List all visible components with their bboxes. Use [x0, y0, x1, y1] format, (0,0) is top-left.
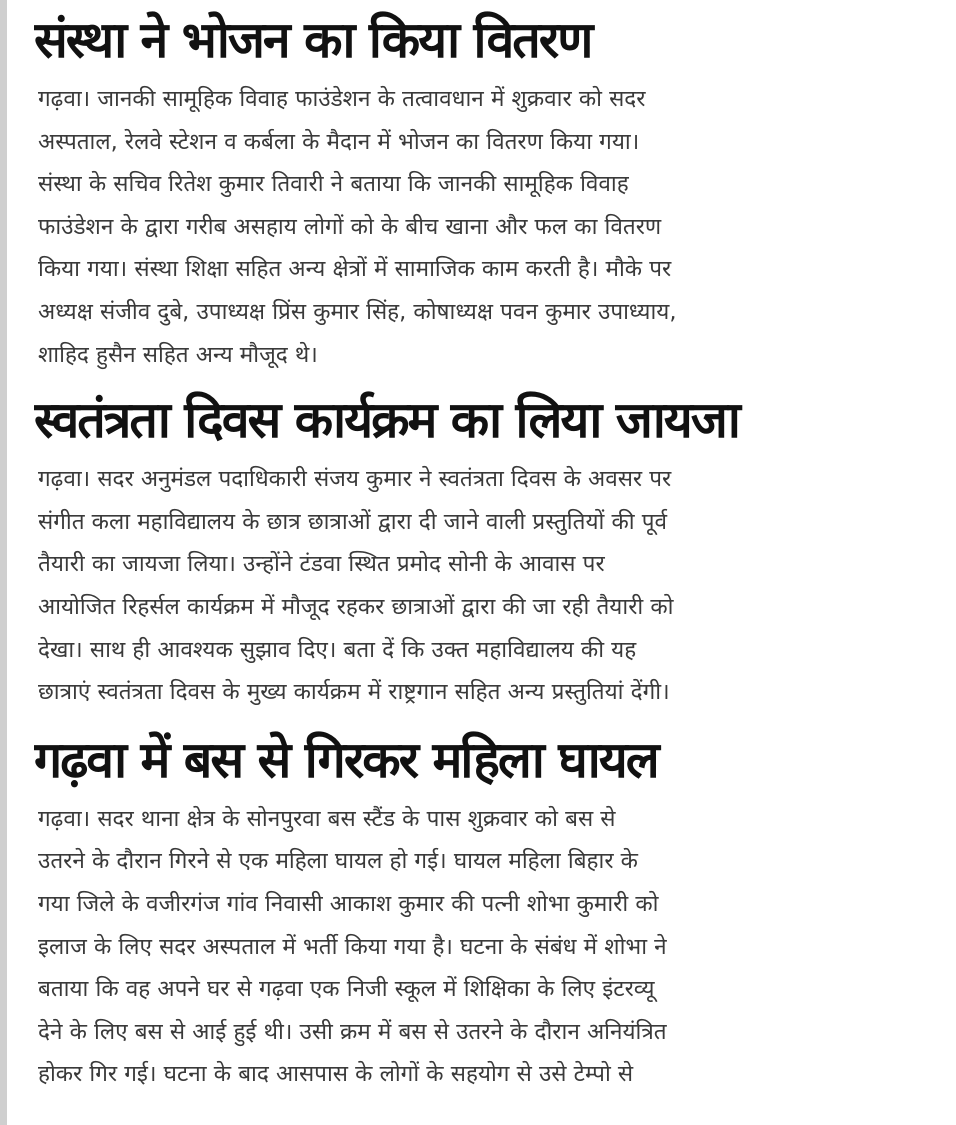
body-line: छात्राएं स्वतंत्रता दिवस के मुख्य कार्यक्रम में राष्ट्रगान सहित अन्य प्रस्तुतियां देंगी। — [38, 679, 670, 706]
body-line: अस्पताल, रेलवे स्टेशन व कर्बला के मैदान में भोजन का वितरण किया गया। — [38, 128, 640, 155]
body-line: संस्था के सचिव रितेश कुमार तिवारी ने बताया कि जानकी सामूहिक विवाह — [38, 171, 629, 198]
body-line: तैयारी का जायजा लिया। उन्होंने टंडवा स्थित प्रमोद सोनी के आवास पर — [38, 551, 605, 578]
body-line: गढ़वा। सदर अनुमंडल पदाधिकारी संजय कुमार ने स्वतंत्रता दिवस के अवसर पर — [38, 466, 672, 493]
body-line: देने के लिए बस से आई हुई थी। उसी क्रम में बस से उतरने के दौरान अनियंत्रित — [38, 1018, 667, 1045]
body-line: बताया कि वह अपने घर से गढ़वा एक निजी स्कूल में शिक्षिका के लिए इंटरव्यू — [38, 976, 655, 1003]
body-line: शाहिद हुसैन सहित अन्य मौजूद थे। — [38, 341, 318, 368]
headline: संस्था ने भोजन का किया वितरण — [34, 11, 592, 69]
body-line: गया जिले के वजीरगंज गांव निवासी आकाश कुमार की पत्नी शोभा कुमारी को — [38, 890, 659, 917]
body-line: संगीत कला महाविद्यालय के छात्र छात्राओं द्वारा दी जाने वाली प्रस्तुतियों की पूर्व — [38, 508, 668, 535]
body-line: अध्यक्ष संजीव दुबे, उपाध्यक्ष प्रिंस कुमार सिंह, कोषाध्यक्ष पवन कुमार उपाध्याय, — [38, 298, 677, 325]
headline: स्वतंत्रता दिवस कार्यक्रम का लिया जायजा — [34, 391, 739, 450]
body-line: गढ़वा। सदर थाना क्षेत्र के सोनपुरवा बस स्टैंड के पास शुक्रवार को बस से — [38, 805, 616, 832]
body-line: फाउंडेशन के द्वारा गरीब असहाय लोगों को के बीच खाना और फल का वितरण — [38, 213, 662, 240]
article-food-distribution — [34, 2, 934, 376]
headline: गढ़वा में बस से गिरकर महिला घायल — [34, 730, 658, 789]
body-line: किया गया। संस्था शिक्षा सहित अन्य क्षेत्रों में सामाजिक काम करती है। मौके पर — [38, 256, 672, 283]
article-woman-injured — [34, 722, 934, 1096]
body-line: गढ़वा। जानकी सामूहिक विवाह फाउंडेशन के तत्वावधान में शुक्रवार को सदर — [38, 86, 646, 112]
article-independence-day — [34, 382, 934, 714]
body-line: इलाज के लिए सदर अस्पताल में भर्ती किया गया है। घटना के संबंध में शोभा ने — [38, 933, 667, 960]
body-line: होकर गिर गई। घटना के बाद आसपास के लोगों के सहयोग से उसे टेम्पो से — [38, 1061, 634, 1088]
body-line: उतरने के दौरान गिरने से एक महिला घायल हो गई। घायल महिला बिहार के — [38, 848, 638, 875]
body-line: देखा। साथ ही आवश्यक सुझाव दिए। बता दें कि उक्त महाविद्यालय की यह — [38, 636, 637, 663]
body-line: आयोजित रिहर्सल कार्यक्रम में मौजूद रहकर छात्राओं द्वारा की जा रही तैयारी को — [38, 593, 674, 620]
newspaper-clipping — [34, 2, 934, 1096]
column-divider — [0, 0, 7, 1125]
